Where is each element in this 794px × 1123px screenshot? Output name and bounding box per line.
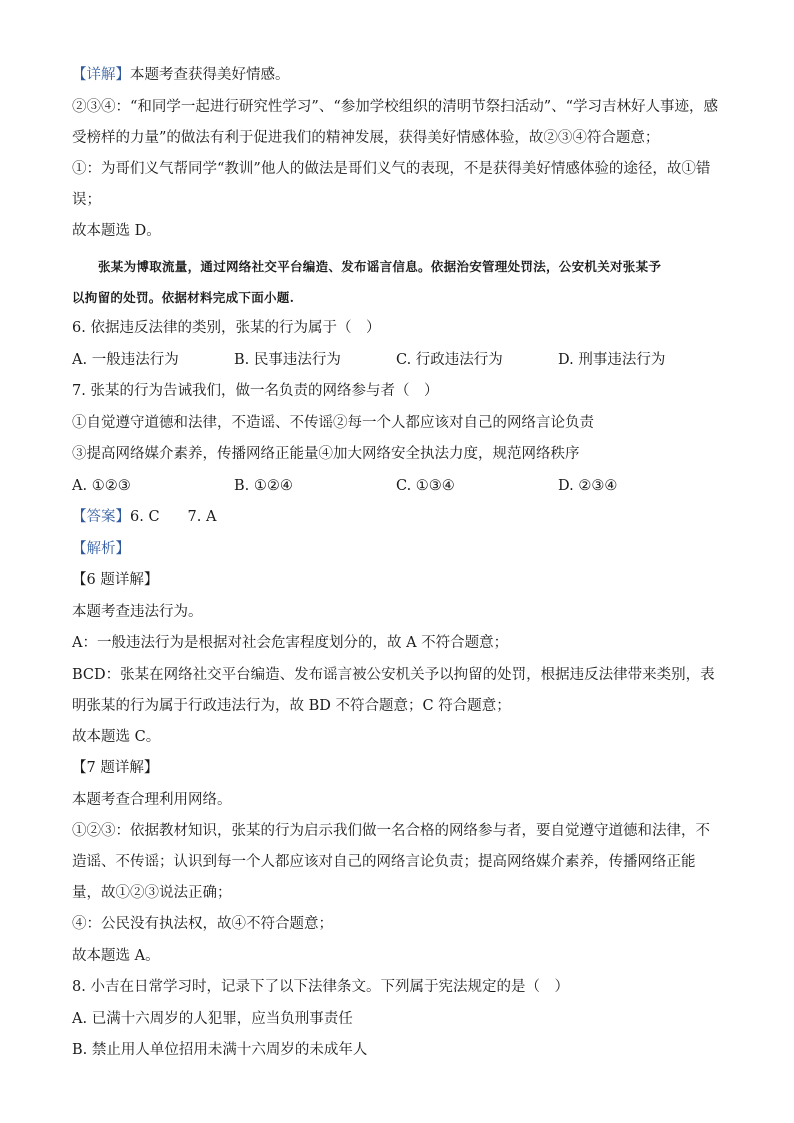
question-6-options — [72, 345, 722, 377]
question-6-stem: 6. 依据违反法律的类别，张某的行为属于（ ） — [72, 320, 381, 336]
question-7-statement: ①自觉遵守道德和法律，不造谣、不传谣②每一个人都应该对自己的网络言论负责 — [72, 414, 594, 431]
detail-7-header: 【7 题详解】 — [72, 760, 159, 776]
question-7-stem: 7. 张某的行为告诫我们，做一名负责的网络参与者（ ） — [72, 383, 439, 399]
option-c: C. 行政违法行为 — [396, 351, 503, 368]
question-8-stem: 8. 小吉在日常学习时，记录下了以下法律条文。下列属于宪法规定的是（ ） — [72, 979, 569, 995]
option-b: B. ①②④ — [234, 477, 293, 494]
explanation-paragraph: ②③④：“和同学一起进行研究性学习”、“参加学校组织的清明节祭扫活动”、“学习吉林好人事迹，感受榜样的力量”的做法有利于促进我们的精神发展，获得美好情感体验，故②③④符合题意； — [72, 98, 719, 146]
option-b: B. 民事违法行为 — [234, 351, 341, 368]
question-7-options — [72, 471, 722, 503]
explanation-conclusion: 故本题选 D。 — [72, 222, 161, 239]
detail-7-line: ④：公民没有执法权，故④不符合题意； — [72, 916, 333, 932]
detail-6-line: BCD：张某在网络社交平台编造、发布谣言被公安机关予以拘留的处罚，根据违反法律带来类别，表明张某的行为属于行政违法行为，故 BD 不符合题意；C 符合题意； — [72, 666, 715, 714]
option-a: A. 一般违法行为 — [72, 351, 179, 368]
answer-item: 6. C — [130, 509, 160, 525]
question-7-statement: ③提高网络媒介素养，传播网络正能量④加大网络安全执法力度，规范网络秩序 — [72, 446, 580, 462]
detail-topic: 本题考查获得美好情感。 — [130, 67, 290, 83]
answer-line — [72, 502, 722, 534]
detail-6-conclusion: 故本题选 C。 — [72, 728, 161, 745]
detail-6-topic: 本题考查违法行为。 — [72, 603, 203, 620]
material-passage-line: 张某为博取流量，通过网络社交平台编造、发布谣言信息。依据治安管理处罚法，公安机关对张某予 — [98, 259, 662, 274]
detail-7-line: ①②③：依据教材知识，张某的行为启示我们做一名合格的网络参与者，要自觉遵守道德和法律，不造谣、不传谣；认识到每一个人都应该对自己的网络言论负责；提高网络媒介素养，传播网络正能量，故①②③说法正确； — [72, 823, 710, 901]
document-page — [72, 60, 722, 1067]
option-a: A. ①②③ — [72, 477, 131, 494]
answer-tag: 【答案】 — [72, 509, 130, 525]
material-passage-line: 以拘留的处罚。依据材料完成下面小题. — [72, 290, 295, 305]
detail-tag: 【详解】 — [72, 67, 130, 83]
explanation-paragraph: ①：为哥们义气帮同学“教训”他人的做法是哥们义气的表现，不是获得美好情感体验的途径，故①错误； — [72, 160, 711, 208]
detail-6-header: 【6 题详解】 — [72, 572, 159, 588]
analysis-header — [72, 534, 722, 566]
question-8-option-a: A. 已满十六周岁的人犯罪，应当负刑事责任 — [72, 1010, 353, 1027]
option-c: C. ①③④ — [396, 477, 455, 494]
analysis-tag: 【解析】 — [72, 540, 130, 557]
detail-7-topic: 本题考查合理利用网络。 — [72, 791, 232, 808]
detail-header — [72, 60, 722, 92]
option-d: D. ②③④ — [558, 477, 618, 494]
detail-7-conclusion: 故本题选 A。 — [72, 947, 160, 964]
option-d: D. 刑事违法行为 — [558, 351, 666, 368]
detail-6-line: A：一般违法行为是根据对社会危害程度划分的，故 A 不符合题意； — [72, 635, 509, 651]
answer-item: 7. A — [187, 509, 217, 525]
question-8-option-b: B. 禁止用人单位招用未满十六周岁的未成年人 — [72, 1042, 368, 1058]
